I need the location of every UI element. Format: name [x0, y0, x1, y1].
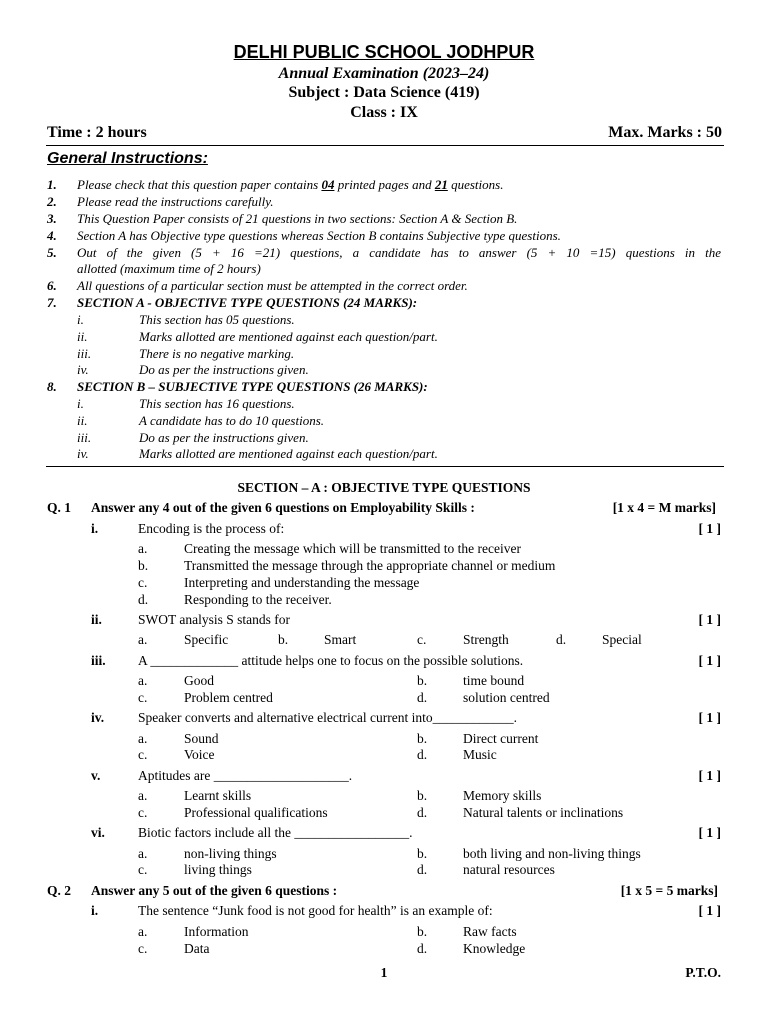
option-letter: a. — [138, 673, 148, 688]
option-text: Professional qualifications — [184, 805, 328, 820]
question-marks: [1 x 5 = 5 marks] — [620, 883, 718, 898]
option-letter: a. — [138, 924, 148, 939]
option-letter: b. — [278, 632, 289, 647]
instruction-number: 4. — [47, 228, 57, 243]
option-letter: c. — [138, 941, 148, 956]
instruction-number: 7. — [47, 295, 57, 310]
sub-number: iii. — [77, 346, 92, 361]
option-text: Specific — [184, 632, 229, 647]
question-number: Q. 1 — [47, 500, 72, 515]
part-number: i. — [91, 903, 99, 918]
option-text: Strength — [463, 632, 509, 647]
option-letter: a. — [138, 788, 148, 803]
option-text: non-living things — [184, 846, 277, 861]
question-number: Q. 2 — [47, 883, 72, 898]
part-text: Biotic factors include all the _________________. — [138, 825, 413, 840]
part-marks: [ 1 ] — [698, 612, 721, 627]
part-marks: [ 1 ] — [698, 825, 721, 840]
option-text: Data — [184, 941, 210, 956]
option-letter: c. — [417, 632, 427, 647]
max-marks: Max. Marks : 50 — [608, 124, 722, 141]
instructions-title: General Instructions: — [47, 150, 208, 167]
option-text: Information — [184, 924, 249, 939]
option-text: natural resources — [463, 862, 555, 877]
instruction-number: 6. — [47, 278, 57, 293]
time-allowed: Time : 2 hours — [47, 124, 147, 141]
part-marks: [ 1 ] — [698, 768, 721, 783]
sub-instruction: There is no negative marking. — [139, 346, 295, 361]
option-letter: b. — [417, 673, 428, 688]
sub-number: i. — [77, 312, 84, 327]
part-marks: [ 1 ] — [698, 903, 721, 918]
option-letter: a. — [138, 731, 148, 746]
option-text: Transmitted the message through the appropriate channel or medium — [184, 558, 556, 573]
option-letter: d. — [556, 632, 567, 647]
instruction-1: Please check that this question paper contains 04 printed pages and 21 questions. — [77, 177, 504, 192]
option-letter: d. — [138, 592, 149, 607]
part-number: iv. — [91, 710, 105, 725]
instruction-number: 8. — [47, 379, 57, 394]
part-marks: [ 1 ] — [698, 710, 721, 725]
subject-line: Subject : Data Science (419) — [288, 84, 480, 101]
option-text: living things — [184, 862, 252, 877]
option-text: Direct current — [463, 731, 539, 746]
sub-instruction: This section has 05 questions. — [139, 312, 295, 327]
instruction-5: Out of the given (5 + 16 =21) questions, a candidate has to answer (5 + 10 =15) questions in the — [77, 245, 721, 260]
option-letter: b. — [417, 731, 428, 746]
option-letter: a. — [138, 846, 148, 861]
instruction-number: 3. — [47, 211, 57, 226]
instruction-4: Section A has Objective type questions whereas Section B contains Subjective type questions. — [77, 228, 561, 243]
option-text: Special — [602, 632, 642, 647]
option-text: Problem centred — [184, 690, 273, 705]
school-name: DELHI PUBLIC SCHOOL JODHPUR — [233, 42, 535, 62]
part-number: ii. — [91, 612, 102, 627]
part-text: Speaker converts and alternative electrical current into____________. — [138, 710, 517, 725]
option-text: Learnt skills — [184, 788, 252, 803]
page-number: 1 — [380, 965, 388, 980]
option-letter: b. — [138, 558, 149, 573]
instruction-5-continued: allotted (maximum time of 2 hours) — [77, 261, 261, 276]
instruction-8-section-b: SECTION B – SUBJECTIVE TYPE QUESTIONS (26 MARKS): — [77, 379, 428, 394]
option-text: time bound — [463, 673, 525, 688]
option-letter: b. — [417, 846, 428, 861]
part-text: A _____________ attitude helps one to focus on the possible solutions. — [138, 653, 524, 668]
sub-instruction: A candidate has to do 10 questions. — [139, 413, 325, 428]
sub-number: ii. — [77, 413, 88, 428]
option-letter: c. — [138, 805, 148, 820]
option-letter: a. — [138, 632, 148, 647]
instruction-7-section-a: SECTION A - OBJECTIVE TYPE QUESTIONS (24 MARKS): — [77, 295, 418, 310]
option-letter: c. — [138, 747, 148, 762]
instruction-number: 5. — [47, 245, 57, 260]
instruction-number: 2. — [47, 194, 57, 209]
option-text: Memory skills — [463, 788, 542, 803]
sub-number: iv. — [77, 362, 89, 377]
header-divider — [46, 145, 724, 146]
question-marks: [1 x 4 = M marks] — [612, 500, 716, 515]
question-text: Answer any 4 out of the given 6 questions on Employability Skills : — [91, 500, 475, 515]
part-text: The sentence “Junk food is not good for health” is an example of: — [138, 903, 493, 918]
option-text: Sound — [184, 731, 219, 746]
sub-number: i. — [77, 396, 84, 411]
sub-instruction: Do as per the instructions given. — [139, 362, 309, 377]
instruction-3: This Question Paper consists of 21 questions in two sections: Section A & Section B. — [77, 211, 518, 226]
part-number: iii. — [91, 653, 106, 668]
part-text: SWOT analysis S stands for — [138, 612, 290, 627]
sub-number: ii. — [77, 329, 88, 344]
class-line: Class : IX — [350, 104, 418, 121]
question-text: Answer any 5 out of the given 6 questions : — [91, 883, 338, 898]
part-marks: [ 1 ] — [698, 521, 721, 536]
option-text: Interpreting and understanding the message — [184, 575, 420, 590]
exam-title: Annual Examination (2023–24) — [278, 65, 490, 82]
pto-label: P.T.O. — [685, 965, 721, 980]
sub-instruction: Do as per the instructions given. — [139, 430, 309, 445]
option-letter: c. — [138, 690, 148, 705]
option-text: Raw facts — [463, 924, 517, 939]
part-number: i. — [91, 521, 99, 536]
part-number: vi. — [91, 825, 105, 840]
option-text: both living and non-living things — [463, 846, 641, 861]
option-letter: b. — [417, 788, 428, 803]
part-text: Encoding is the process of: — [138, 521, 285, 536]
sub-instruction: Marks allotted are mentioned against each question/part. — [139, 329, 438, 344]
option-text: Creating the message which will be transmitted to the receiver — [184, 541, 522, 556]
option-letter: d. — [417, 805, 428, 820]
option-letter: d. — [417, 747, 428, 762]
instructions-divider — [46, 466, 724, 467]
option-text: Natural talents or inclinations — [463, 805, 624, 820]
option-letter: b. — [417, 924, 428, 939]
instruction-2: Please read the instructions carefully. — [77, 194, 274, 209]
option-letter: d. — [417, 862, 428, 877]
section-a-title: SECTION – A : OBJECTIVE TYPE QUESTIONS — [237, 480, 531, 495]
part-marks: [ 1 ] — [698, 653, 721, 668]
option-letter: d. — [417, 941, 428, 956]
option-text: solution centred — [463, 690, 550, 705]
option-text: Voice — [184, 747, 215, 762]
instruction-6: All questions of a particular section must be attempted in the correct order. — [77, 278, 468, 293]
instruction-number: 1. — [47, 177, 57, 192]
option-letter: d. — [417, 690, 428, 705]
sub-number: iii. — [77, 430, 92, 445]
sub-instruction: This section has 16 questions. — [139, 396, 295, 411]
option-text: Responding to the receiver. — [184, 592, 332, 607]
part-number: v. — [91, 768, 101, 783]
option-text: Knowledge — [463, 941, 526, 956]
part-text: Aptitudes are ____________________. — [138, 768, 353, 783]
option-text: Good — [184, 673, 214, 688]
option-text: Smart — [324, 632, 357, 647]
option-letter: c. — [138, 862, 148, 877]
option-text: Music — [463, 747, 497, 762]
option-letter: a. — [138, 541, 148, 556]
option-letter: c. — [138, 575, 148, 590]
sub-number: iv. — [77, 446, 89, 461]
sub-instruction: Marks allotted are mentioned against each question/part. — [139, 446, 438, 461]
